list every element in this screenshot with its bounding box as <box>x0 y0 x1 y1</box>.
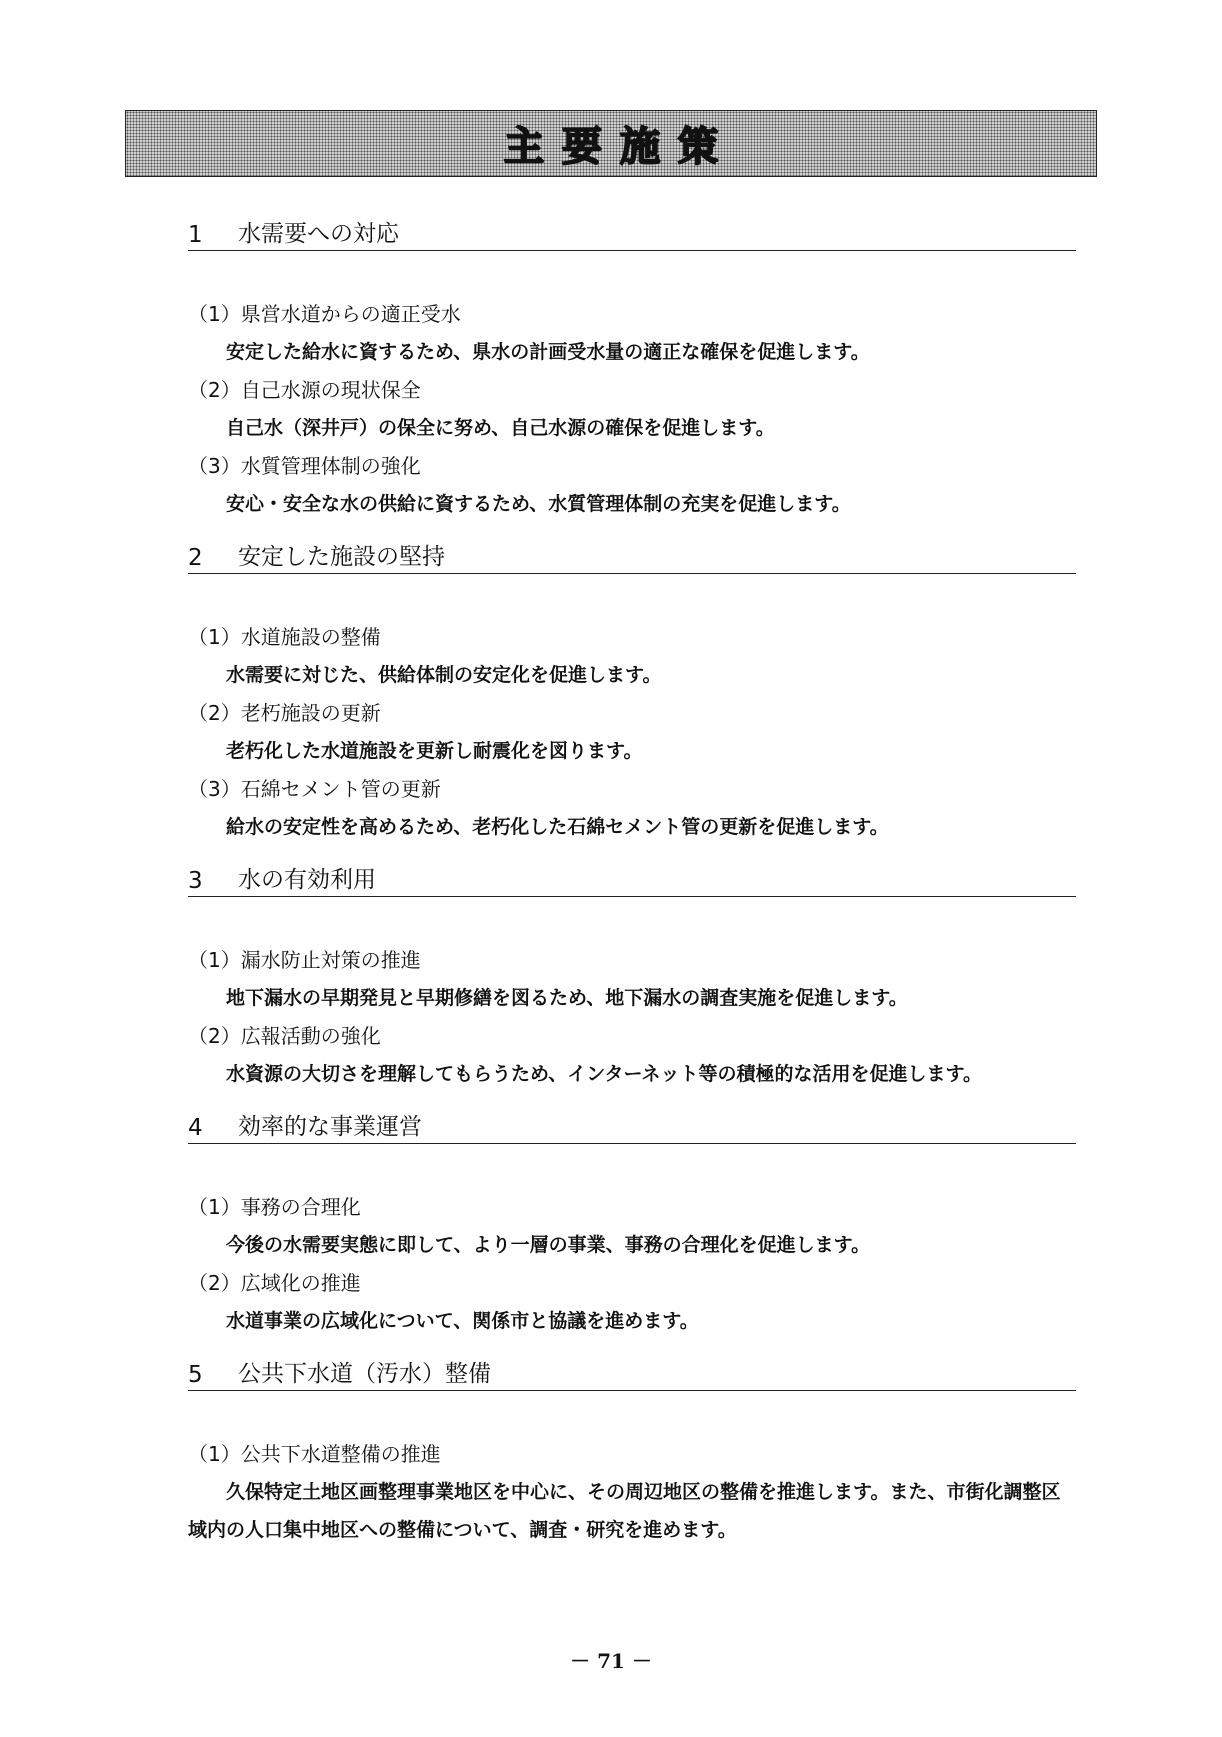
item-body: 久保特定土地区画整理事業地区を中心に、その周辺地区の整備を推進します。また、市街化調整区域内の人口集中地区への整備について、調査・研究を進めます。 <box>188 1481 1061 1541</box>
section-title-text: 水需要への対応 <box>238 221 399 247</box>
section-number: 2 <box>188 545 203 571</box>
page-title: 主要施策 <box>504 124 736 170</box>
page-number: － 71 － <box>570 1649 652 1673</box>
item-heading: （2）老朽施設の更新 <box>188 701 381 725</box>
section-3 <box>188 864 1076 1093</box>
section-number: 5 <box>188 1362 203 1388</box>
section-title <box>188 1358 1076 1391</box>
item-heading: （3）水質管理体制の強化 <box>188 454 421 478</box>
section-title-text: 公共下水道（汚水）整備 <box>238 1361 491 1387</box>
section-title <box>188 218 1076 251</box>
section-title-text: 効率的な事業運営 <box>238 1114 422 1140</box>
item-body: 水需要に対じた、供給体制の安定化を促進します。 <box>226 664 662 686</box>
item-body: 地下漏水の早期発見と早期修繕を図るため、地下漏水の調査実施を促進します。 <box>226 987 908 1009</box>
section-5 <box>188 1358 1076 1549</box>
item-heading: （1）県営水道からの適正受水 <box>188 302 461 326</box>
section-2 <box>188 541 1076 846</box>
item-body: 老朽化した水道施設を更新し耐震化を図ります。 <box>226 740 643 762</box>
item-body: 水道事業の広域化について、関係市と協議を進めます。 <box>226 1310 699 1332</box>
section-1 <box>188 218 1076 523</box>
section-title <box>188 864 1076 897</box>
item-heading: （2）広報活動の強化 <box>188 1024 381 1048</box>
item-heading: （1）漏水防止対策の推進 <box>188 948 421 972</box>
document-body <box>188 218 1076 1567</box>
item-body: 給水の安定性を高めるため、老朽化した石綿セメント管の更新を促進します。 <box>226 816 889 838</box>
item-body: 安心・安全な水の供給に資するため、水質管理体制の充実を促進します。 <box>226 493 851 515</box>
section-4 <box>188 1111 1076 1340</box>
section-number: 3 <box>188 868 203 894</box>
section-number: 4 <box>188 1115 203 1141</box>
section-title-text: 安定した施設の堅持 <box>238 544 445 570</box>
section-title-text: 水の有効利用 <box>238 867 376 893</box>
section-title <box>188 1111 1076 1144</box>
item-body: 水資源の大切さを理解してもらうため、インターネット等の積極的な活用を促進します。 <box>226 1063 983 1085</box>
item-heading: （3）石綿セメント管の更新 <box>188 777 441 801</box>
title-banner <box>125 110 1097 177</box>
section-number: 1 <box>188 222 203 248</box>
item-heading: （1）水道施設の整備 <box>188 625 381 649</box>
item-heading: （1）公共下水道整備の推進 <box>188 1442 441 1466</box>
item-heading: （2）広域化の推進 <box>188 1271 361 1295</box>
item-body: 安定した給水に資するため、県水の計画受水量の適正な確保を促進します。 <box>226 341 870 363</box>
item-body: 自己水（深井戸）の保全に努め、自己水源の確保を促進します。 <box>226 417 775 439</box>
section-title <box>188 541 1076 574</box>
item-heading: （1）事務の合理化 <box>188 1195 361 1219</box>
item-heading: （2）自己水源の現状保全 <box>188 378 421 402</box>
item-body: 今後の水需要実態に即して、より一層の事業、事務の合理化を促進します。 <box>226 1234 871 1256</box>
